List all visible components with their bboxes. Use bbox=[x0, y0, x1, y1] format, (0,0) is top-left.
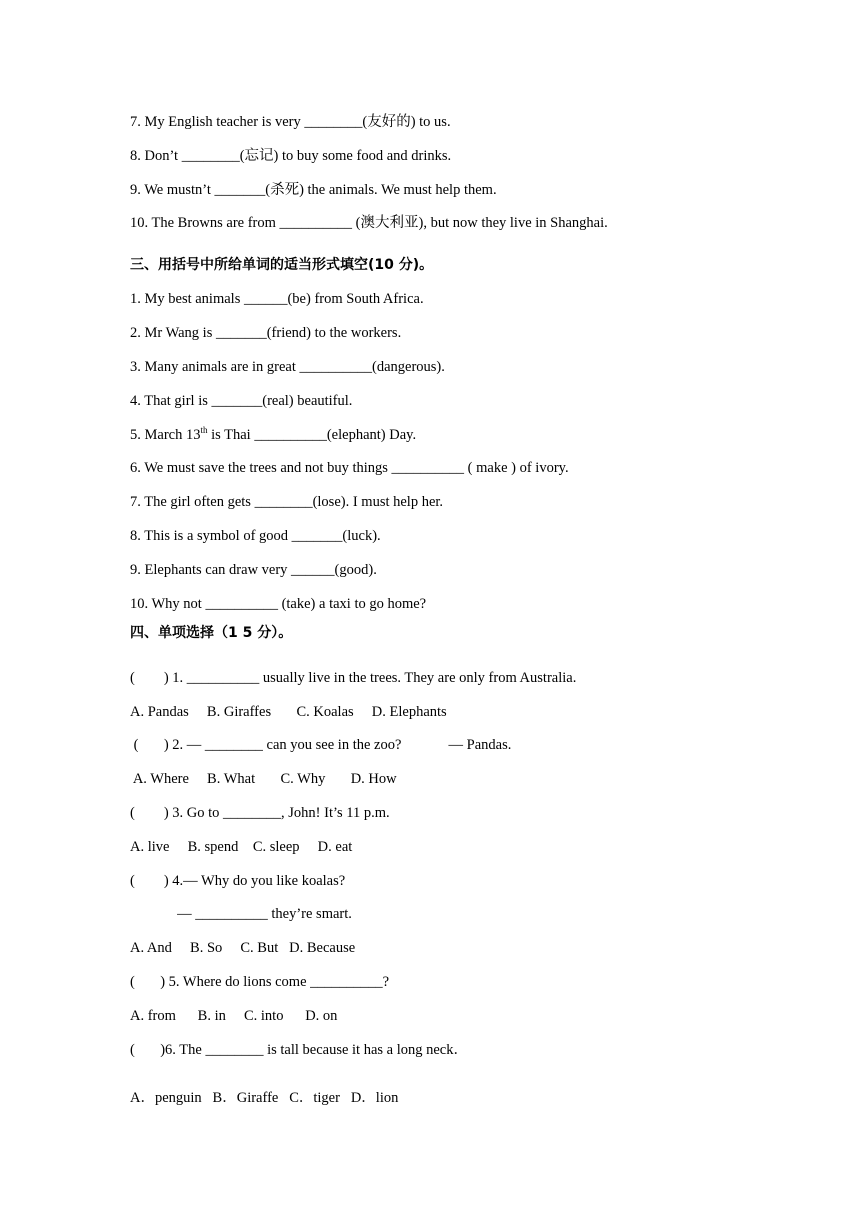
s3-item-5-sup: th bbox=[200, 425, 208, 436]
s3-item-4: 4. That girl is _______(real) beautiful. bbox=[130, 393, 353, 409]
s4-q4-options: A. And B. So C. But D. Because bbox=[130, 940, 356, 956]
s3-item-5 bbox=[130, 426, 416, 444]
s4-q3-options: A. live B. spend C. sleep D. eat bbox=[130, 839, 353, 855]
s4-q4-reply: — __________ they’re smart. bbox=[130, 906, 352, 922]
s4-q6-options: A．penguin B．Giraffe C．tiger D．lion bbox=[130, 1090, 399, 1106]
s4-q1: ( ) 1. __________ usually live in the trees. They are only from Australia. bbox=[130, 670, 577, 686]
s3-item-2: 2. Mr Wang is _______(friend) to the workers. bbox=[130, 325, 402, 341]
s3-item-1: 1. My best animals ______(be) from South Africa. bbox=[130, 291, 424, 307]
s3-item-7: 7. The girl often gets ________(lose). I must help her. bbox=[130, 494, 444, 510]
s4-q6: ( )6. The ________ is tall because it has a long neck． bbox=[130, 1042, 468, 1058]
s3-item-8: 8. This is a symbol of good _______(luck). bbox=[130, 528, 381, 544]
section3-heading: 三、用括号中所给单词的适当形式填空(10 分)。 bbox=[130, 257, 434, 273]
s4-q2-options: A. Where B. What C. Why D. How bbox=[130, 771, 397, 787]
s3-item-5-before: 5. March 13 bbox=[130, 427, 201, 443]
s3-item-3: 3. Many animals are in great __________(dangerous). bbox=[130, 359, 445, 375]
s2-item-9: 9. We mustn’t _______(杀死) the animals. We must help them. bbox=[130, 182, 497, 198]
section4-heading: 四、单项选择（1 5 分）。 bbox=[130, 625, 293, 641]
s2-item-7: 7. My English teacher is very ________(友好的) to us. bbox=[130, 114, 451, 130]
s4-q5: ( ) 5. Where do lions come __________? bbox=[130, 974, 390, 990]
s4-q3: ( ) 3. Go to ________, John! It’s 11 p.m. bbox=[130, 805, 390, 821]
s4-q4: ( ) 4.— Why do you like koalas? bbox=[130, 873, 346, 889]
s3-item-5-after: is Thai __________(elephant) Day. bbox=[207, 427, 417, 443]
s4-q2: ( ) 2. — ________ can you see in the zoo? — Pandas. bbox=[130, 737, 512, 753]
s2-item-8: 8. Don’t ________(忘记) to buy some food and drinks. bbox=[130, 148, 452, 164]
s2-item-10: 10. The Browns are from __________ (澳大利亚), but now they live in Shanghai. bbox=[130, 215, 608, 231]
s3-item-9: 9. Elephants can draw very ______(good). bbox=[130, 562, 377, 578]
s3-item-6: 6. We must save the trees and not buy things __________ ( make ) of ivory. bbox=[130, 460, 569, 476]
s4-q1-options: A. Pandas B. Giraffes C. Koalas D. Elephants bbox=[130, 704, 447, 720]
s4-q5-options: A. from B. in C. into D. on bbox=[130, 1008, 338, 1024]
s3-item-10: 10. Why not __________ (take) a taxi to go home? bbox=[130, 596, 427, 612]
